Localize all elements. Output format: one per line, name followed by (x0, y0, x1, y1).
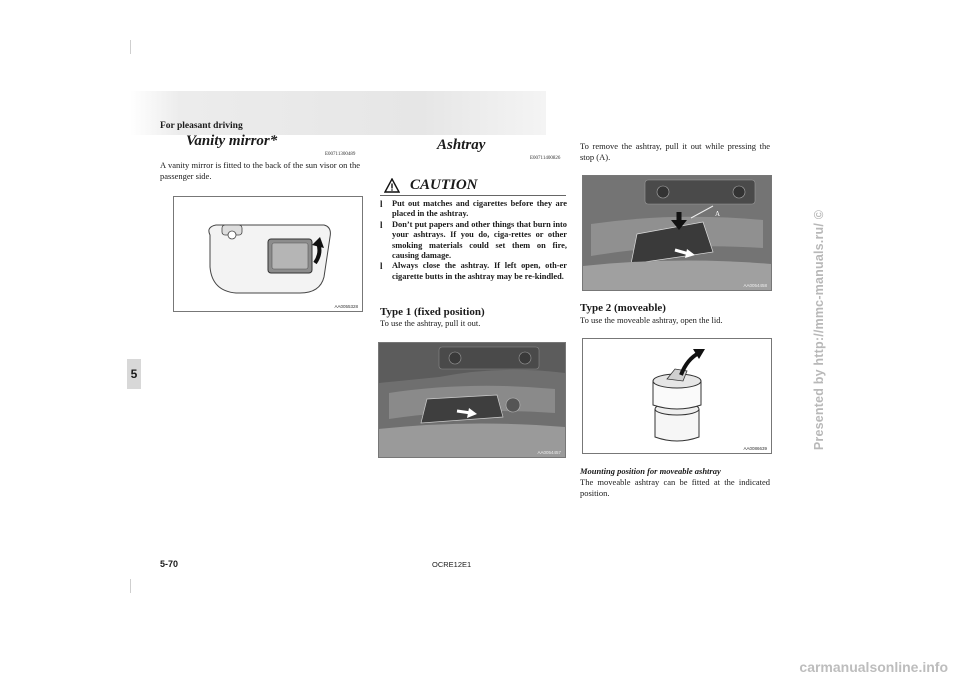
remove-text: To remove the ashtray, pull it out while pressing the stop (A). (580, 141, 770, 162)
doc-code: OCRE12E1 (432, 560, 472, 569)
caution-divider (380, 195, 566, 196)
remove-ashtray-illustration (583, 176, 771, 290)
mount-text: The moveable ashtray can be fitted at the indicated position. (580, 477, 770, 498)
bullet-icon: l (380, 219, 383, 230)
ashtray-title: Ashtray (437, 137, 486, 153)
page-number: 5-70 (160, 559, 179, 569)
crop-mark (130, 40, 131, 54)
type1-text: To use the ashtray, pull it out. (380, 318, 481, 328)
moveable-ashtray-illustration (583, 339, 771, 453)
caution-list (380, 199, 567, 282)
ashtray-code: E00711400826 (530, 156, 561, 161)
moveable-fig-code: AA0086639 (743, 446, 767, 451)
vanity-figure (173, 196, 363, 312)
type1-fig-code: AA0054457 (537, 450, 561, 455)
fixed-ashtray-illustration (379, 343, 565, 457)
moveable-figure (582, 338, 772, 454)
vanity-code: E00711300489 (325, 152, 356, 157)
bullet-icon: l (380, 199, 383, 209)
chapter-tab: 5 (127, 359, 141, 389)
vanity-text: A vanity mirror is fitted to the back of the sun visor on the passenger side. (160, 160, 360, 181)
stop-label: A (715, 210, 721, 218)
caution-title: CAUTION (410, 177, 478, 193)
bullet-icon: l (380, 261, 383, 272)
type1-figure (378, 342, 566, 458)
remove-figure (582, 175, 772, 291)
mount-heading: Mounting position for moveable ashtray (580, 466, 721, 476)
crop-mark (130, 579, 131, 593)
caution-item: l Don’t put papers and other things that burn into your ashtrays. If you do, ciga-rettes or other smoking materials could set them on fire, causing damage. (380, 219, 567, 261)
caution-item: l Always close the ashtray. If left open, oth-er cigarette butts in the ashtray may be re-kindled. (380, 261, 567, 281)
vanity-fig-code: AA0055328 (334, 304, 358, 309)
vanity-title: Vanity mirror* (186, 133, 278, 149)
type2-heading: Type 2 (moveable) (580, 302, 666, 314)
warning-icon (384, 178, 400, 194)
sun-visor-illustration (174, 197, 362, 311)
type2-text: To use the moveable ashtray, open the lid. (580, 315, 723, 325)
caution-item: l Put out matches and cigarettes before they are placed in the ashtray. (380, 199, 567, 219)
section-title: For pleasant driving (160, 121, 243, 131)
watermark: carmanualsonline.info (799, 659, 948, 675)
remove-fig-code: AA0054458 (743, 283, 767, 288)
type1-heading: Type 1 (fixed position) (380, 306, 485, 318)
